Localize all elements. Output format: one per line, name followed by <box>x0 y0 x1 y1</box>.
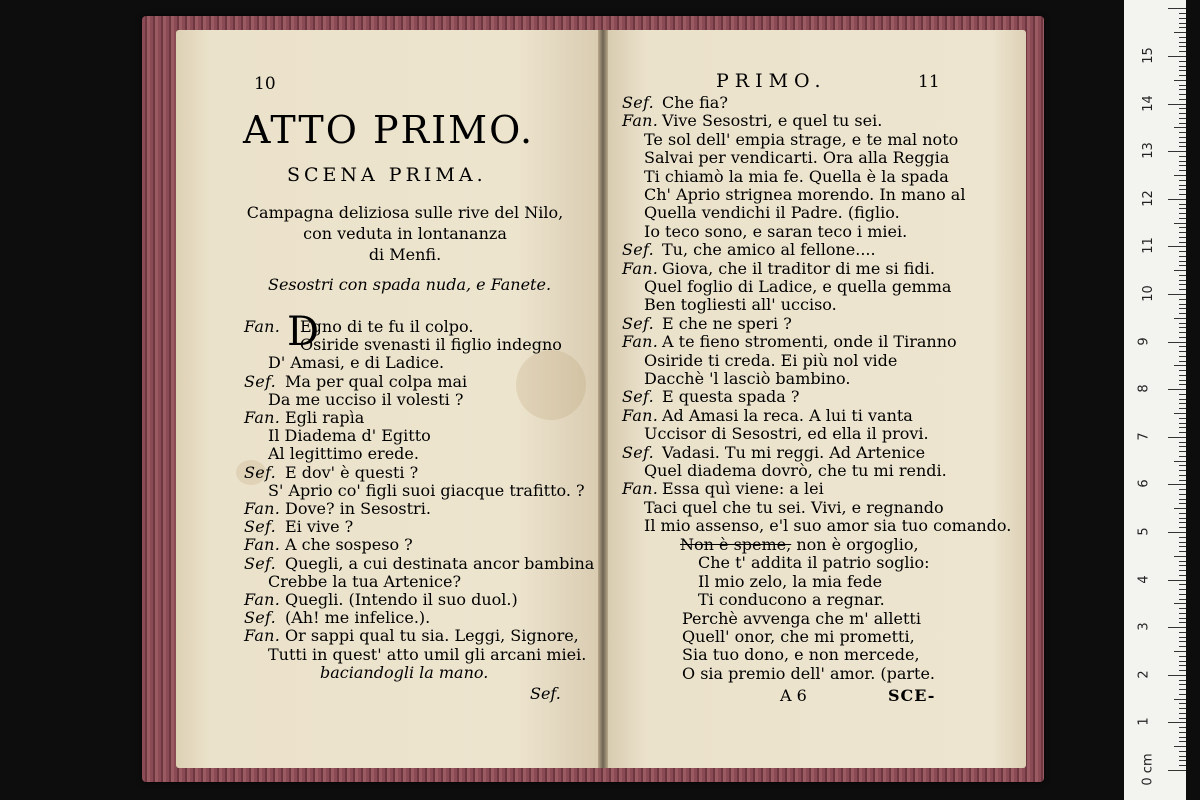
line-text: Osiride ti creda. Ei più nol vide <box>644 350 898 370</box>
speaker-name: Sef. <box>622 313 655 333</box>
ruler-tick <box>1168 246 1186 247</box>
ruler-tick <box>1179 384 1186 385</box>
aria-text: O sia premio dell' amor. (parte. <box>682 663 936 683</box>
ruler-tick <box>1179 594 1186 595</box>
ruler-tick <box>1179 142 1186 143</box>
ruler-tick <box>1179 108 1186 109</box>
line-text: Quel diadema dovrò, che tu mi rendi. <box>644 461 947 480</box>
running-head: PRIMO. <box>716 70 827 92</box>
ruler-tick <box>1174 699 1186 700</box>
ruler-tick <box>1179 123 1186 124</box>
ruler-tick <box>1179 732 1186 733</box>
ruler-tick <box>1179 118 1186 119</box>
ruler-tick <box>1179 89 1186 90</box>
line-text: Il Diadema d' Egitto <box>268 426 431 446</box>
ruler-tick <box>1174 318 1186 319</box>
ruler-tick <box>1174 270 1186 271</box>
ruler-tick <box>1174 80 1186 81</box>
line-text: Salvai per vendicarti. Ora alla Reggia <box>644 148 950 168</box>
ruler-tick <box>1179 760 1186 761</box>
speaker-name: Sef. <box>244 462 277 482</box>
ruler-tick <box>1179 308 1186 309</box>
ruler-tick <box>1179 689 1186 690</box>
ruler-tick <box>1168 532 1186 533</box>
ruler-tick <box>1168 104 1186 105</box>
speaker-name: Fan. <box>244 626 281 646</box>
ruler-tick <box>1179 156 1186 157</box>
ruler-tick <box>1179 194 1186 195</box>
line-text: Crebbe la tua Artenice? <box>268 571 462 591</box>
ruler-tick <box>1179 13 1186 14</box>
aria-line <box>682 628 915 646</box>
ruler-label: 4 <box>1136 574 1152 584</box>
aria-text: Che t' addita il patrio soglio: <box>698 553 930 573</box>
ruler-tick <box>1168 722 1186 723</box>
ruler-tick <box>1179 251 1186 252</box>
ruler-tick <box>1179 356 1186 357</box>
ruler-tick <box>1174 32 1186 33</box>
speaker-name: Fan. <box>622 405 659 425</box>
ruler-tick <box>1179 518 1186 519</box>
line-text: Tutti in quest' atto umil gli arcani miei. <box>268 644 587 664</box>
aria-text: non è orgoglio, <box>791 535 919 554</box>
ruler-tick <box>1179 99 1186 100</box>
line-text: Ma per qual colpa mai <box>285 371 468 391</box>
ruler-tick <box>1179 185 1186 186</box>
ruler-tick <box>1179 537 1186 538</box>
ruler-tick <box>1168 627 1186 628</box>
ruler-tick <box>1179 641 1186 642</box>
line-text: Io teco sono, e saran teco i miei. <box>644 221 908 241</box>
speaker-name: Fan. <box>244 499 281 518</box>
ruler-tick <box>1179 275 1186 276</box>
ruler-tick <box>1179 380 1186 381</box>
ruler-tick <box>1179 575 1186 576</box>
ruler-tick <box>1179 456 1186 457</box>
ruler-tick <box>1179 670 1186 671</box>
ruler-tick <box>1179 94 1186 95</box>
ruler-tick <box>1179 718 1186 719</box>
signature-mark: A 6 <box>780 686 807 705</box>
ruler-tick <box>1179 475 1186 476</box>
speaker-name: Sef. <box>244 553 277 573</box>
ruler-tick <box>1179 284 1186 285</box>
ruler-tick <box>1179 418 1186 419</box>
ruler-tick <box>1179 737 1186 738</box>
ruler-tick <box>1179 261 1186 262</box>
ruler-tick <box>1179 146 1186 147</box>
ruler-tick <box>1179 265 1186 266</box>
ruler-tick <box>1179 70 1186 71</box>
setting-line: di Menfi. <box>368 245 442 264</box>
ruler-tick <box>1179 61 1186 62</box>
ruler-tick <box>1174 508 1186 509</box>
ruler-tick <box>1179 546 1186 547</box>
ruler-tick <box>1179 237 1186 238</box>
line-text: E dov' è questi ? <box>285 462 419 482</box>
ruler-tick <box>1179 351 1186 352</box>
line-text: Te sol dell' empia strage, e te mal noto <box>644 129 959 149</box>
ruler-tick <box>1179 113 1186 114</box>
line-text: Ti chiamò la mia fe. Quella è la spada <box>644 166 949 186</box>
speaker-name: Fan. <box>622 111 659 131</box>
ruler-label: 5 <box>1136 527 1152 536</box>
aria-line <box>680 536 919 554</box>
aria-line <box>698 554 930 572</box>
ruler-tick <box>1168 389 1186 390</box>
setting-line: Campagna deliziosa sulle rive del Nilo, <box>246 203 564 222</box>
speaker-name: Fan. <box>244 408 281 427</box>
ruler-tick <box>1179 584 1186 585</box>
ruler-tick <box>1179 680 1186 681</box>
ruler-tick <box>1174 556 1186 557</box>
ruler-tick <box>1179 442 1186 443</box>
ruler-tick <box>1179 165 1186 166</box>
ruler-label: 13 <box>1140 142 1156 159</box>
line-text: Osiride svenasti il figlio indegno <box>300 335 562 355</box>
line-text: Che fia? <box>662 93 728 112</box>
ruler-tick <box>1179 551 1186 552</box>
line-text: S' Aprio co' figli suoi giacque trafitto. ? <box>268 480 585 500</box>
speaker-name: Sef. <box>244 371 277 391</box>
ruler-tick <box>1179 632 1186 633</box>
ruler-tick <box>1179 46 1186 47</box>
ruler-tick <box>1174 746 1186 747</box>
ruler-label: 0 cm <box>1140 753 1156 786</box>
ruler-tick <box>1179 180 1186 181</box>
ruler-tick <box>1174 223 1186 224</box>
ruler-label: 11 <box>1140 237 1156 255</box>
ruler-tick <box>1168 294 1186 295</box>
ruler-tick <box>1174 461 1186 462</box>
ruler-tick <box>1179 403 1186 404</box>
ruler-tick <box>1179 23 1186 24</box>
speaker-name: Fan. <box>622 258 659 278</box>
line-text: Al legittimo erede. <box>268 444 419 464</box>
line-text: Ei vive ? <box>285 517 354 537</box>
aria-text: Sia tuo dono, e non mercede, <box>682 645 920 665</box>
ruler-tick <box>1174 365 1186 366</box>
page-number-right: 11 <box>918 72 940 92</box>
ruler-tick <box>1168 437 1186 438</box>
ruler-tick <box>1168 770 1186 771</box>
ruler-tick <box>1179 227 1186 228</box>
ruler-tick <box>1179 280 1186 281</box>
measurement-ruler <box>1124 0 1186 800</box>
ruler-tick <box>1179 132 1186 133</box>
ruler-tick <box>1179 370 1186 371</box>
book-gutter <box>598 30 608 768</box>
ruler-tick <box>1179 256 1186 257</box>
ruler-tick <box>1179 589 1186 590</box>
ruler-tick <box>1179 561 1186 562</box>
ruler-tick <box>1179 423 1186 424</box>
ruler-label: 3 <box>1136 622 1152 631</box>
speaker-name: Sef. <box>622 442 655 462</box>
ruler-label: 8 <box>1136 384 1152 393</box>
setting-line: con veduta in lontananza <box>303 224 507 243</box>
line-text: E che ne speri ? <box>662 313 792 333</box>
ruler-tick <box>1179 751 1186 752</box>
line-text: Ben togliesti all' ucciso. <box>644 295 837 315</box>
aria-text: Ti conducono a regnar. <box>698 590 885 610</box>
ruler-tick <box>1179 741 1186 742</box>
scene-setting <box>240 202 570 265</box>
ruler-tick <box>1179 618 1186 619</box>
speaker-name: Sef. <box>622 387 655 407</box>
line-text: Da me ucciso il volesti ? <box>268 389 464 409</box>
ruler-tick <box>1179 480 1186 481</box>
characters-line: Sesostri con spada nuda, e Fanete. <box>268 275 552 294</box>
ruler-tick <box>1179 427 1186 428</box>
ruler-tick <box>1179 599 1186 600</box>
ruler-tick <box>1179 161 1186 162</box>
ruler-tick <box>1174 651 1186 652</box>
ruler-tick <box>1179 37 1186 38</box>
line-text: D' Amasi, e di Ladice. <box>268 353 445 373</box>
ruler-tick <box>1179 446 1186 447</box>
line-text: E questa spada ? <box>662 387 800 407</box>
ruler-tick <box>1179 232 1186 233</box>
line-text: Dacchè 'l lasciò bambino. <box>644 369 851 388</box>
ruler-tick <box>1179 708 1186 709</box>
ruler-tick <box>1179 727 1186 728</box>
ruler-tick <box>1179 204 1186 205</box>
line-text: Tu, che amico al fellone.... <box>662 240 876 260</box>
line-text: Egno di te fu il colpo. <box>300 317 474 336</box>
ruler-tick <box>1179 646 1186 647</box>
ruler-tick <box>1179 713 1186 714</box>
ruler-tick <box>1168 342 1186 343</box>
ruler-tick <box>1179 170 1186 171</box>
aria-line <box>682 665 935 683</box>
ruler-tick <box>1179 684 1186 685</box>
ruler-tick <box>1179 527 1186 528</box>
ruler-tick <box>1179 565 1186 566</box>
line-text: A che sospeso ? <box>285 535 413 555</box>
ruler-tick <box>1168 484 1186 485</box>
ruler-tick <box>1179 299 1186 300</box>
ruler-label: 10 <box>1140 285 1156 302</box>
ruler-tick <box>1179 765 1186 766</box>
ruler-tick <box>1179 494 1186 495</box>
ruler-tick <box>1179 489 1186 490</box>
ruler-tick <box>1179 346 1186 347</box>
ruler-label: 6 <box>1136 479 1152 489</box>
line-text: Il mio assenso, e'l suo amor sia tuo comando. <box>644 516 1012 536</box>
ruler-tick <box>1179 337 1186 338</box>
line-text: Ad Amasi la reca. A lui ti vanta <box>662 405 913 425</box>
ruler-tick <box>1168 56 1186 57</box>
ruler-tick <box>1179 327 1186 328</box>
ruler-tick <box>1168 580 1186 581</box>
ruler-tick <box>1179 756 1186 757</box>
line-text: Vadasi. Tu mi reggi. Ad Artenice <box>662 442 926 462</box>
aria-text: Quell' onor, che mi prometti, <box>682 627 915 646</box>
scene-title: SCENA PRIMA. <box>287 164 487 186</box>
ruler-tick <box>1179 85 1186 86</box>
ruler-tick <box>1179 213 1186 214</box>
aria-line <box>698 573 882 591</box>
ruler-tick <box>1179 608 1186 609</box>
ruler-tick <box>1168 199 1186 200</box>
catchword-right: SCE- <box>888 686 936 705</box>
ruler-tick <box>1179 542 1186 543</box>
ruler-tick <box>1179 661 1186 662</box>
aria-line <box>698 591 885 609</box>
ruler-tick <box>1179 375 1186 376</box>
ruler-tick <box>1179 289 1186 290</box>
line-text: Or sappi qual tu sia. Leggi, Signore, <box>285 626 579 646</box>
ruler-tick <box>1168 675 1186 676</box>
line-text: (Ah! me infelice.). <box>285 608 431 628</box>
speaker-name: Sef. <box>622 240 655 260</box>
speaker-name: Fan. <box>622 332 659 352</box>
ruler-tick <box>1179 66 1186 67</box>
ruler-tick <box>1179 665 1186 666</box>
line-text: Quegli. (Intendo il suo duol.) <box>285 590 518 609</box>
ruler-tick <box>1179 208 1186 209</box>
ruler-tick <box>1179 622 1186 623</box>
ruler-tick <box>1179 694 1186 695</box>
aria-line <box>682 646 920 664</box>
speaker-name: Fan. <box>244 317 281 336</box>
ruler-tick <box>1179 75 1186 76</box>
ruler-tick <box>1179 570 1186 571</box>
ruler-tick <box>1168 8 1186 9</box>
ruler-tick <box>1174 603 1186 604</box>
ruler-tick <box>1179 313 1186 314</box>
ruler-tick <box>1174 175 1186 176</box>
speaker-name: Fan. <box>244 590 281 609</box>
line-text: Egli rapìa <box>285 408 365 427</box>
line-text: Essa quì viene: a lei <box>662 479 824 499</box>
ruler-tick <box>1179 503 1186 504</box>
line-text: Taci quel che tu sei. Vivi, e regnando <box>644 497 944 517</box>
ruler-tick <box>1168 151 1186 152</box>
speaker-name: Fan. <box>622 479 659 499</box>
ruler-tick <box>1179 399 1186 400</box>
ruler-tick <box>1179 304 1186 305</box>
ruler-tick <box>1179 656 1186 657</box>
ruler-label: 2 <box>1136 670 1152 679</box>
aria-text: Perchè avvenga che m' alletti <box>682 608 921 628</box>
ruler-label: 7 <box>1136 432 1152 441</box>
line-text: Giova, che il traditor di me si fidi. <box>662 258 935 278</box>
ruler-tick <box>1179 27 1186 28</box>
ruler-tick <box>1179 465 1186 466</box>
struck-text: Non è speme, <box>680 535 792 554</box>
ruler-tick <box>1179 218 1186 219</box>
ruler-label: 12 <box>1140 190 1156 207</box>
speaker-name: Sef. <box>244 608 277 628</box>
speaker-name: Fan. <box>244 535 281 555</box>
page-number-left: 10 <box>254 74 276 94</box>
ruler-tick <box>1179 522 1186 523</box>
ruler-tick <box>1179 408 1186 409</box>
ruler-tick <box>1179 189 1186 190</box>
line-text: Uccisor di Sesostri, ed ella il provi. <box>644 424 929 444</box>
ruler-tick <box>1179 470 1186 471</box>
aria-line <box>682 610 921 628</box>
line-text: Dove? in Sesostri. <box>285 499 431 518</box>
ruler-label: 9 <box>1136 336 1152 346</box>
ruler-tick <box>1174 127 1186 128</box>
line-text: Quegli, a cui destinata ancor bambina <box>285 553 595 573</box>
line-text: Vive Sesostri, e quel tu sei. <box>662 111 883 131</box>
drop-cap: D <box>287 309 320 355</box>
ruler-tick <box>1179 432 1186 433</box>
ruler-tick <box>1179 613 1186 614</box>
speaker-name: Sef. <box>244 517 277 537</box>
ruler-tick <box>1179 18 1186 19</box>
ruler-tick <box>1179 637 1186 638</box>
ruler-tick <box>1179 137 1186 138</box>
ruler-tick <box>1179 703 1186 704</box>
aria-text: Il mio zelo, la mia fede <box>698 571 883 591</box>
ruler-tick <box>1179 499 1186 500</box>
line-text: Quel foglio di Ladice, e quella gemma <box>644 277 952 296</box>
ruler-tick <box>1179 451 1186 452</box>
ruler-label: 1 <box>1136 717 1152 727</box>
ruler-tick <box>1179 42 1186 43</box>
ruler-tick <box>1179 332 1186 333</box>
ruler-tick <box>1179 51 1186 52</box>
catchword-left: Sef. <box>530 684 561 703</box>
line-text: A te fieno stromenti, onde il Tiranno <box>662 332 957 352</box>
speaker-name: Sef. <box>622 93 655 112</box>
ruler-tick <box>1179 513 1186 514</box>
ruler-tick <box>1174 413 1186 414</box>
ruler-label: 15 <box>1140 47 1156 64</box>
ruler-tick <box>1179 242 1186 243</box>
act-title: ATTO PRIMO. <box>243 108 535 152</box>
line-text: Ch' Aprio strignea morendo. In mano al <box>644 185 966 204</box>
stage-direction: baciandogli la mano. <box>320 663 489 682</box>
ruler-tick <box>1179 394 1186 395</box>
line-text: Quella vendichi il Padre. (figlio. <box>644 203 900 223</box>
ruler-tick <box>1179 361 1186 362</box>
ruler-tick <box>1179 323 1186 324</box>
ruler-label: 14 <box>1140 94 1156 112</box>
